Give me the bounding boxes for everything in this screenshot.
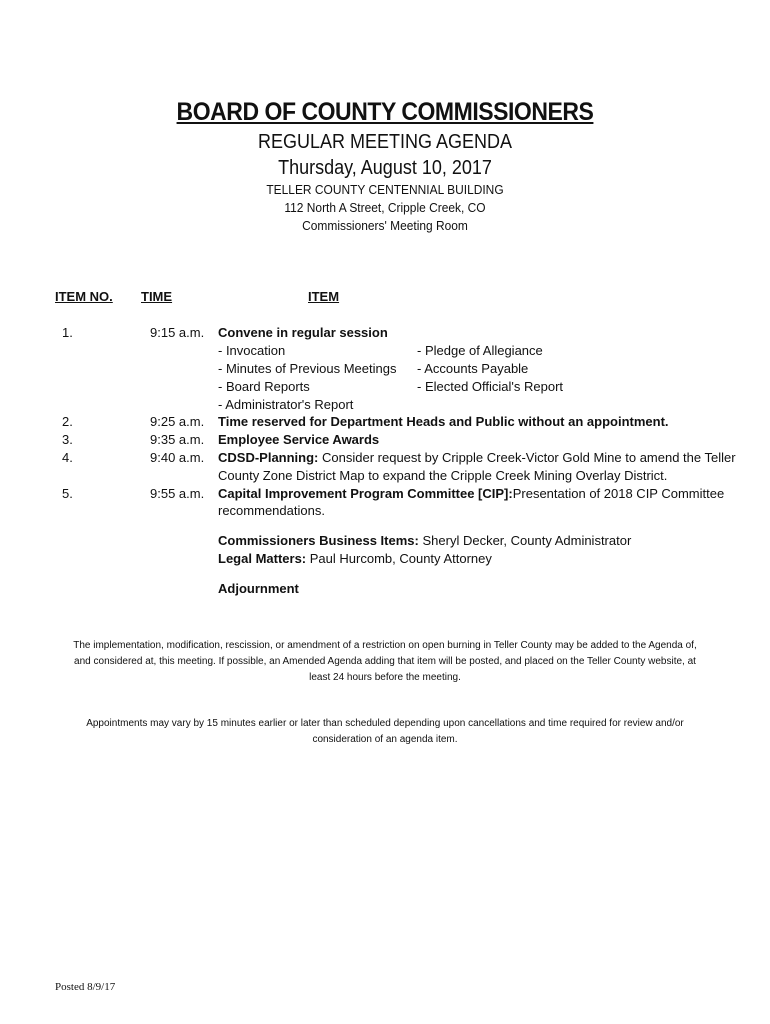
building-name: TELLER COUNTY CENTENNIAL BUILDING xyxy=(266,182,504,197)
posted-date: Posted 8/9/17 xyxy=(55,981,116,993)
column-header-time: TIME xyxy=(141,289,173,304)
appointments-notice xyxy=(55,716,715,748)
item-1-sub-minutes: - Minutes of Previous Meetings xyxy=(218,361,397,376)
item-5-number: 5. xyxy=(62,486,73,501)
adjournment: Adjournment xyxy=(218,581,299,596)
street-address: 112 North A Street, Cripple Creek, CO xyxy=(284,200,486,215)
item-4-line-1 xyxy=(218,449,736,467)
appointments-notice-line-2: consideration of an agenda item. xyxy=(312,734,458,745)
item-1-sub-pledge: - Pledge of Allegiance xyxy=(417,343,543,358)
item-1-time: 9:15 a.m. xyxy=(150,325,205,340)
item-2-time: 9:25 a.m. xyxy=(150,414,205,429)
item-3-title: Employee Service Awards xyxy=(218,432,380,447)
appointments-notice-line-1: Appointments may vary by 15 minutes earlier or later than scheduled depending upon cancellations and time required for review and/or xyxy=(86,718,684,729)
item-1-sub-accounts-payable: - Accounts Payable xyxy=(417,361,529,376)
item-1-sub-board-reports: - Board Reports xyxy=(218,379,310,394)
column-header-item: ITEM xyxy=(308,289,340,304)
burning-notice-line-3: least 24 hours before the meeting. xyxy=(309,672,461,683)
item-4-number: 4. xyxy=(62,450,73,465)
item-3-number: 3. xyxy=(62,432,73,447)
column-header-item-no: ITEM NO. xyxy=(55,289,113,304)
legal-text: Paul Hurcomb, County Attorney xyxy=(309,551,492,566)
meeting-date: Thursday, August 10, 2017 xyxy=(278,157,492,179)
item-2-title: Time reserved for Department Heads and Public without an appointment. xyxy=(218,414,669,429)
item-1-sub-invocation: - Invocation xyxy=(218,343,286,358)
burning-notice xyxy=(55,638,715,686)
item-5-time: 9:55 a.m. xyxy=(150,486,205,501)
item-2-number: 2. xyxy=(62,414,73,429)
item-4-time: 9:40 a.m. xyxy=(150,450,205,465)
business-items xyxy=(218,532,631,550)
item-4-line-2: County Zone District Map to expand the Cripple Creek Mining Overlay District. xyxy=(218,468,668,483)
business-label: Commissioners Business Items: xyxy=(218,533,419,548)
legal-matters xyxy=(218,550,492,568)
business-text: Sheryl Decker, County Administrator xyxy=(422,533,632,548)
burning-notice-line-1: The implementation, modification, rescission, or amendment of a restriction on open burning in Teller County may be added to the Agenda of, xyxy=(73,640,697,651)
item-1-title: Convene in regular session xyxy=(218,325,388,340)
item-1-sub-elected-official-report: - Elected Official's Report xyxy=(417,379,564,394)
item-3-time: 9:35 a.m. xyxy=(150,432,205,447)
item-5-title: Capital Improvement Program Committee [CIP]: xyxy=(218,486,513,501)
meeting-room: Commissioners' Meeting Room xyxy=(302,218,468,233)
item-4-text: Consider request by Cripple Creek-Victor Gold Mine to amend the Teller xyxy=(322,450,736,465)
item-5-text: Presentation of 2018 CIP Committee xyxy=(512,486,725,501)
item-4-title: CDSD-Planning: xyxy=(218,450,319,465)
item-5-line-2: recommendations. xyxy=(218,503,325,518)
item-1-sub-administrator-report: - Administrator's Report xyxy=(218,397,354,412)
agenda-subtitle: REGULAR MEETING AGENDA xyxy=(257,131,513,153)
board-title: BOARD OF COUNTY COMMISSIONERS xyxy=(176,98,594,126)
legal-label: Legal Matters: xyxy=(218,551,307,566)
item-1-number: 1. xyxy=(62,325,73,340)
burning-notice-line-2: and considered at, this meeting. If possible, an Amended Agenda adding that item will be posted, and placed on the Teller County website, at xyxy=(74,656,696,667)
item-5-line-1 xyxy=(218,485,725,503)
